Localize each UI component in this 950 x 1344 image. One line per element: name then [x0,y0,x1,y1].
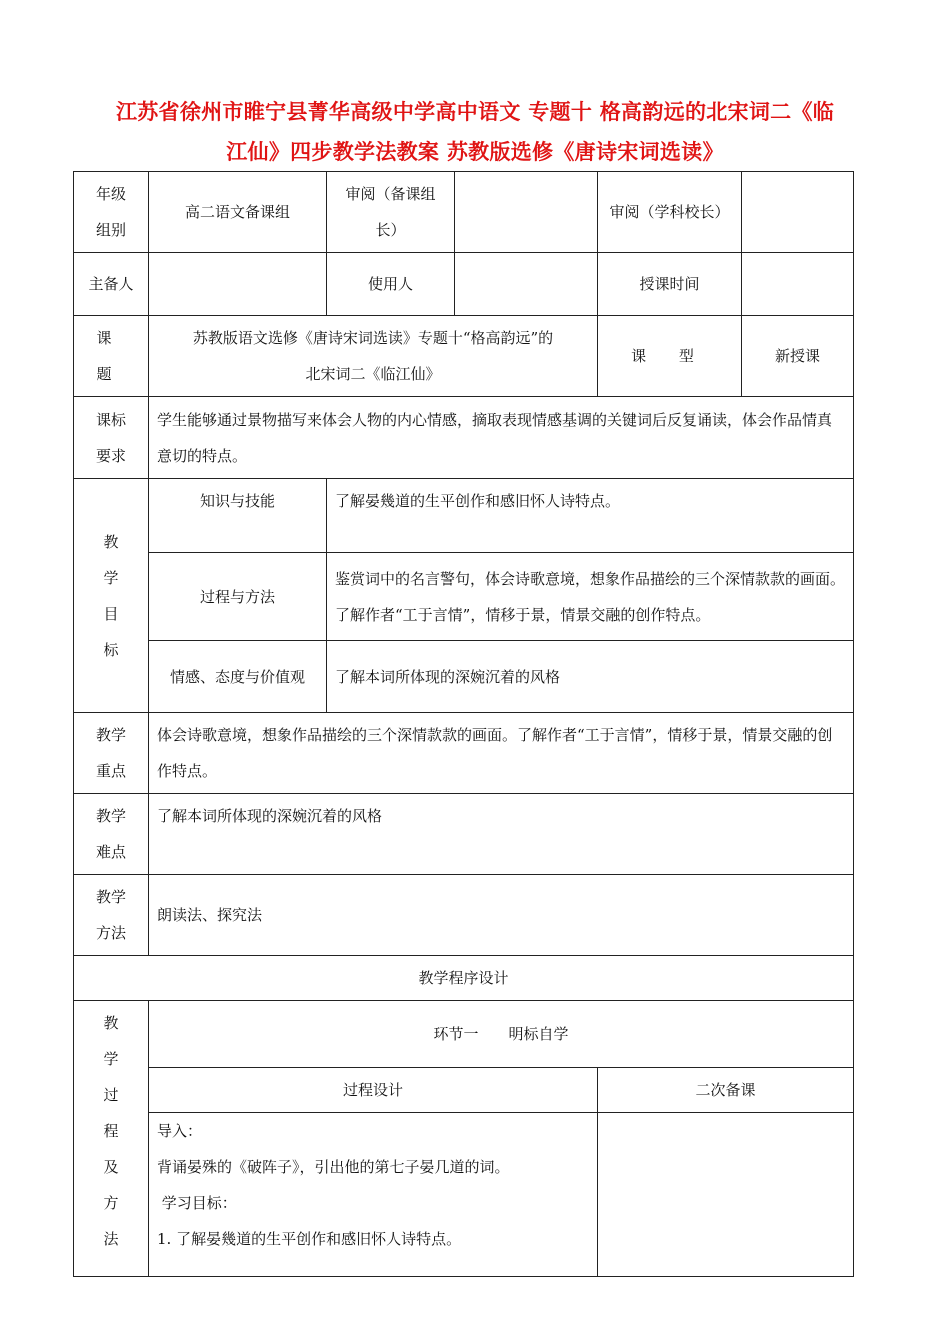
content-line: 背诵晏殊的《破阵子》，引出他的第七子晏几道的词。 [157,1158,510,1176]
second-prep-header-cell: 二次备课 [598,1068,854,1113]
review-principal-value-cell [742,172,854,253]
topic-value-line-2: 北宋词二《临江仙》 [305,365,441,383]
topic-value-line-1: 苏教版语文选修《唐诗宋词选读》专题十“格高韵远”的 [192,329,554,347]
key-label-line-1: 教学 [95,726,126,744]
process-char: 方 [103,1194,119,1212]
process-char: 及 [103,1158,119,1176]
teach-time-label-cell: 授课时间 [598,253,742,316]
review-leader-label-cell [327,172,455,253]
goal-char: 学 [103,568,119,587]
grade-value-cell: 高二语文备课组 [149,172,327,253]
review-principal-label-cell: 审阅（学科校长） [598,172,742,253]
process-content-cell [149,1113,598,1277]
grade-label-cell [74,172,149,253]
goal-emotion-label-cell: 情感、态度与价值观 [149,641,327,713]
teach-time-value-cell [742,253,854,316]
review-leader-line-2: 长） [375,221,406,239]
method-label-line-2: 方法 [95,924,126,942]
content-line: 导入： [157,1122,203,1140]
content-line: 学习目标： [157,1194,237,1212]
goal-label-cell [74,479,149,713]
goal-char: 目 [103,604,119,623]
process-char: 法 [103,1230,119,1248]
process-design-header-cell: 过程设计 [149,1068,598,1113]
difficult-label-line-1: 教学 [95,807,126,825]
type-label-cell: 课 型 [598,316,742,397]
grade-label-line-1: 年级 [95,185,126,203]
preparer-label-cell: 主备人 [74,253,149,316]
content-line: 1. 了解晏幾道的生平创作和感旧怀人诗特点。 [157,1230,462,1248]
grade-label-line-2: 组别 [95,221,126,239]
process-char: 教 [103,1014,119,1032]
difficult-value-cell: 了解本词所体现的深婉沉着的风格 [149,794,854,875]
process-label-cell [74,1001,149,1277]
goal-knowledge-label-cell: 知识与技能 [149,479,327,553]
method-label-line-1: 教学 [95,888,126,906]
goal-process-label-cell: 过程与方法 [149,553,327,641]
stage-one-cell: 环节一 明标自学 [149,1001,854,1068]
goal-process-value-cell: 鉴赏词中的名言警句，体会诗歌意境，想象作品描绘的三个深情款款的画面。了解作者“工于言情”，情移于景，情景交融的创作特点。 [327,553,854,641]
method-value-cell: 朗读法、探究法 [149,875,854,956]
standard-value-cell: 学生能够通过景物描写来体会人物的内心情感，摘取表现情感基调的关键词后反复诵读，体会作品情真意切的特点。 [149,397,854,479]
user-label-cell: 使用人 [327,253,455,316]
type-value-cell: 新授课 [742,316,854,397]
process-char: 过 [103,1086,119,1104]
goal-knowledge-value-cell: 了解晏幾道的生平创作和感旧怀人诗特点。 [327,479,854,553]
title-line-2: 江仙》四步教学法教案 苏教版选修《唐诗宋词选读》 [226,140,724,164]
process-char: 学 [103,1050,119,1068]
lesson-plan-table [73,171,854,1277]
goal-char: 教 [103,532,119,551]
topic-label-cell: 课 题 [74,316,149,397]
second-prep-content-cell [598,1113,854,1277]
procedure-heading-cell: 教学程序设计 [74,956,854,1001]
standard-label-line-1: 课标 [95,410,126,429]
goal-char: 标 [103,640,119,659]
difficult-label-line-2: 难点 [95,843,126,861]
topic-value-cell [149,316,598,397]
goal-emotion-value-cell: 了解本词所体现的深婉沉着的风格 [327,641,854,713]
review-leader-value-cell [455,172,598,253]
process-char: 程 [103,1122,119,1140]
difficult-label-cell [74,794,149,875]
review-leader-line-1: 审阅（备课组 [345,185,436,203]
user-value-cell [455,253,598,316]
standard-label-line-2: 要求 [95,446,126,465]
key-value-cell: 体会诗歌意境，想象作品描绘的三个深情款款的画面。了解作者“工于言情”，情移于景，情景交融的创作特点。 [149,713,854,794]
key-label-cell [74,713,149,794]
title-line-1: 江苏省徐州市睢宁县菁华高级中学高中语文 专题十 格高韵远的北宋词二《临 [115,100,835,124]
key-label-line-2: 重点 [95,762,126,780]
method-label-cell [74,875,149,956]
standard-label-cell [74,397,149,479]
preparer-value-cell [149,253,327,316]
document-title [80,92,870,172]
